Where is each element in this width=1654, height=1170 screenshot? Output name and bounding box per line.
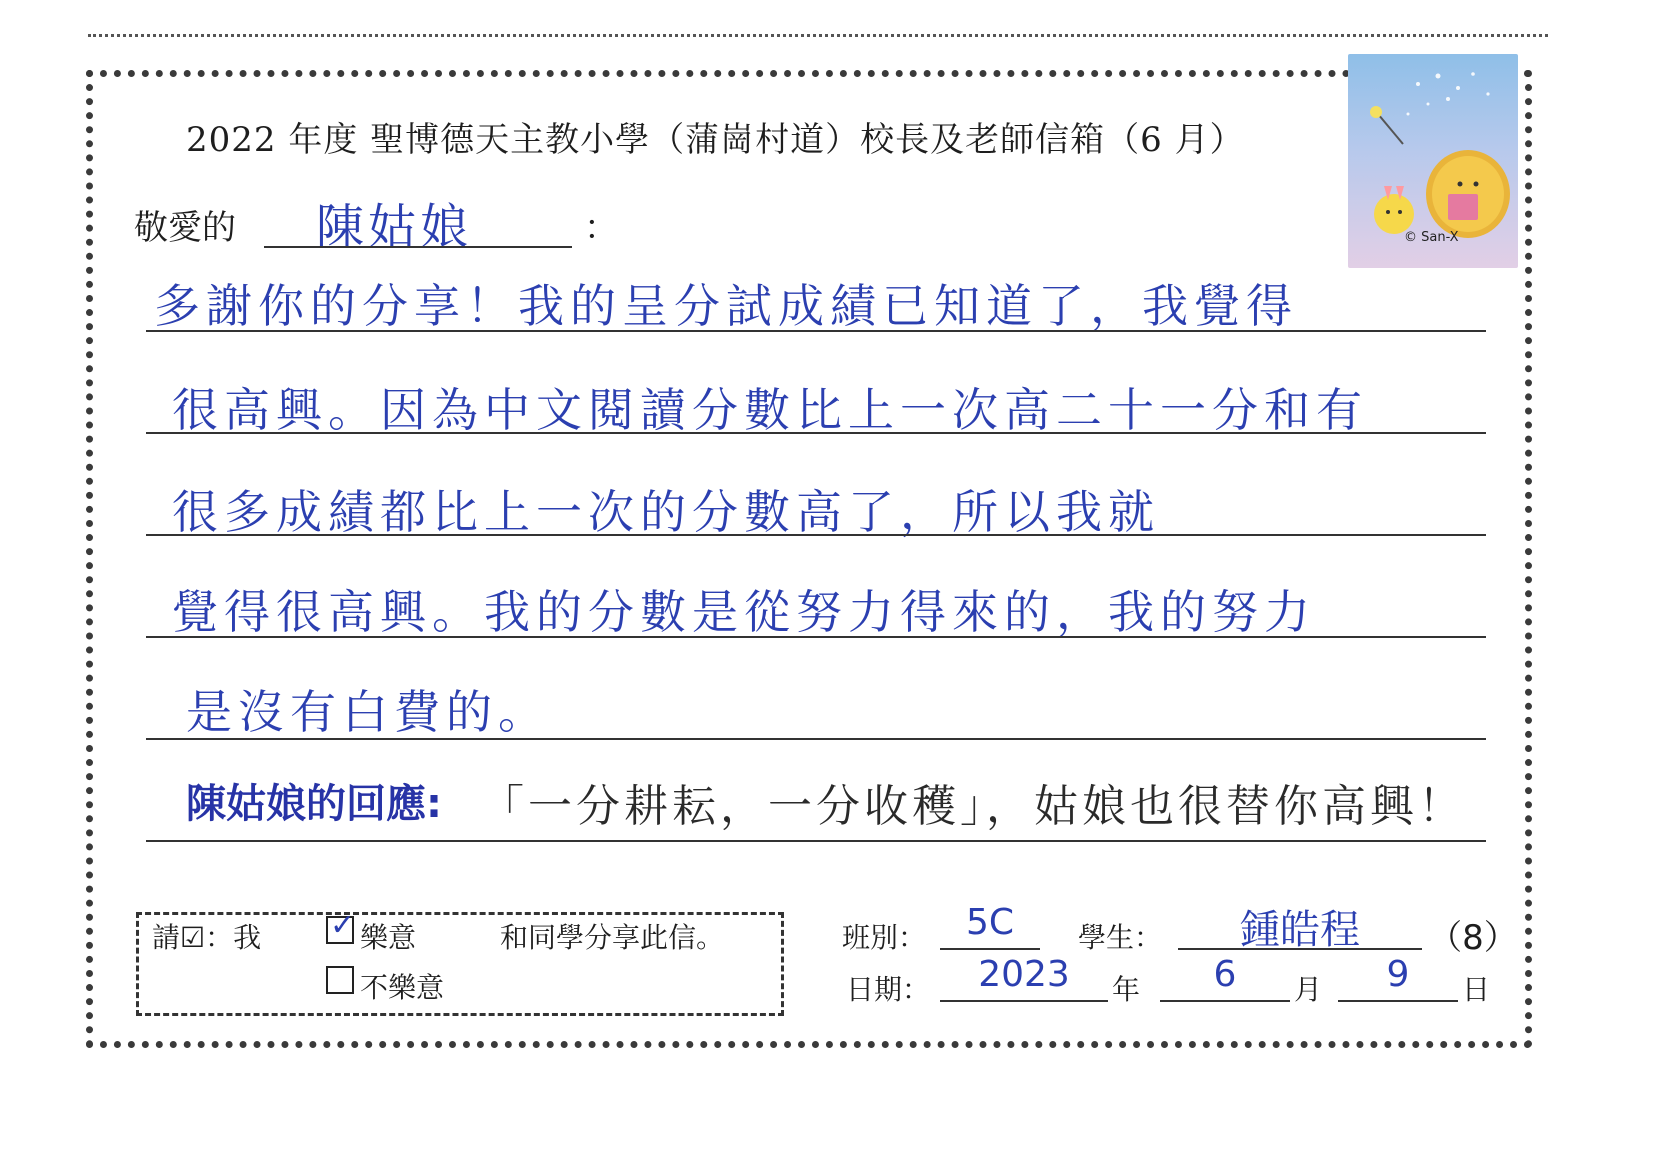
body-line-4: 覺得很高興。我的分數是從努力得來的，我的努力 bbox=[172, 585, 1316, 639]
reply-label: 陳姑娘的回應: bbox=[186, 781, 442, 827]
student-underline bbox=[1178, 948, 1422, 950]
writing-rule-6 bbox=[146, 840, 1486, 842]
recipient-underline bbox=[264, 246, 572, 248]
month-underline bbox=[1160, 1000, 1290, 1002]
disagree-option-label: 不樂意 bbox=[360, 971, 445, 1004]
sticker-caption: © San-X bbox=[1404, 230, 1459, 245]
class-value: 5C bbox=[965, 902, 1015, 943]
day-unit: 日 bbox=[1462, 973, 1491, 1006]
year-underline bbox=[940, 1000, 1108, 1002]
writing-rule-1 bbox=[146, 330, 1486, 332]
consent-prefix: 請☑：我 bbox=[152, 921, 262, 954]
agree-checkbox[interactable] bbox=[326, 908, 356, 944]
top-perforation bbox=[88, 34, 1548, 37]
body-line-1: 多謝你的分享！我的呈分試成績已知道了，我覺得 bbox=[154, 279, 1298, 333]
writing-rule-3 bbox=[146, 534, 1486, 536]
body-line-3: 很多成績都比上一次的分數高了，所以我就 bbox=[172, 485, 1160, 539]
greeting-colon: ： bbox=[584, 208, 618, 248]
sticker-image bbox=[1348, 54, 1518, 268]
consent-suffix: 和同學分享此信。 bbox=[500, 921, 725, 954]
student-number: （8） bbox=[1428, 918, 1518, 958]
year-unit: 年 bbox=[1112, 973, 1141, 1006]
check-mark-icon: ✓ bbox=[330, 908, 356, 943]
date-label: 日期： bbox=[846, 973, 931, 1006]
student-label: 學生： bbox=[1078, 921, 1163, 954]
class-label: 班別： bbox=[842, 921, 927, 954]
reply-text: 「一分耕耘，一分收穫」，姑娘也很替你高興！ bbox=[480, 781, 1466, 832]
agree-option-label: 樂意 bbox=[360, 921, 417, 954]
recipient-name: 陳姑娘 bbox=[316, 199, 473, 255]
date-year: 2023 bbox=[978, 954, 1070, 995]
letter-title: 2022 年度 聖博德天主教小學（蒲崗村道）校長及老師信箱（6 月） bbox=[186, 120, 1245, 160]
writing-rule-2 bbox=[146, 432, 1486, 434]
writing-rule-5 bbox=[146, 738, 1486, 740]
month-unit: 月 bbox=[1294, 973, 1323, 1006]
body-line-2: 很高興。因為中文閱讀分數比上一次高二十一分和有 bbox=[172, 383, 1368, 437]
date-month: 6 bbox=[1213, 954, 1237, 995]
body-line-5: 是沒有白費的。 bbox=[186, 685, 550, 739]
greeting-label: 敬愛的 bbox=[134, 208, 236, 248]
date-day: 9 bbox=[1386, 954, 1410, 995]
class-underline bbox=[940, 948, 1040, 950]
student-name: 鍾皓程 bbox=[1240, 907, 1360, 953]
writing-rule-4 bbox=[146, 636, 1486, 638]
day-underline bbox=[1338, 1000, 1458, 1002]
disagree-checkbox[interactable] bbox=[326, 966, 354, 994]
